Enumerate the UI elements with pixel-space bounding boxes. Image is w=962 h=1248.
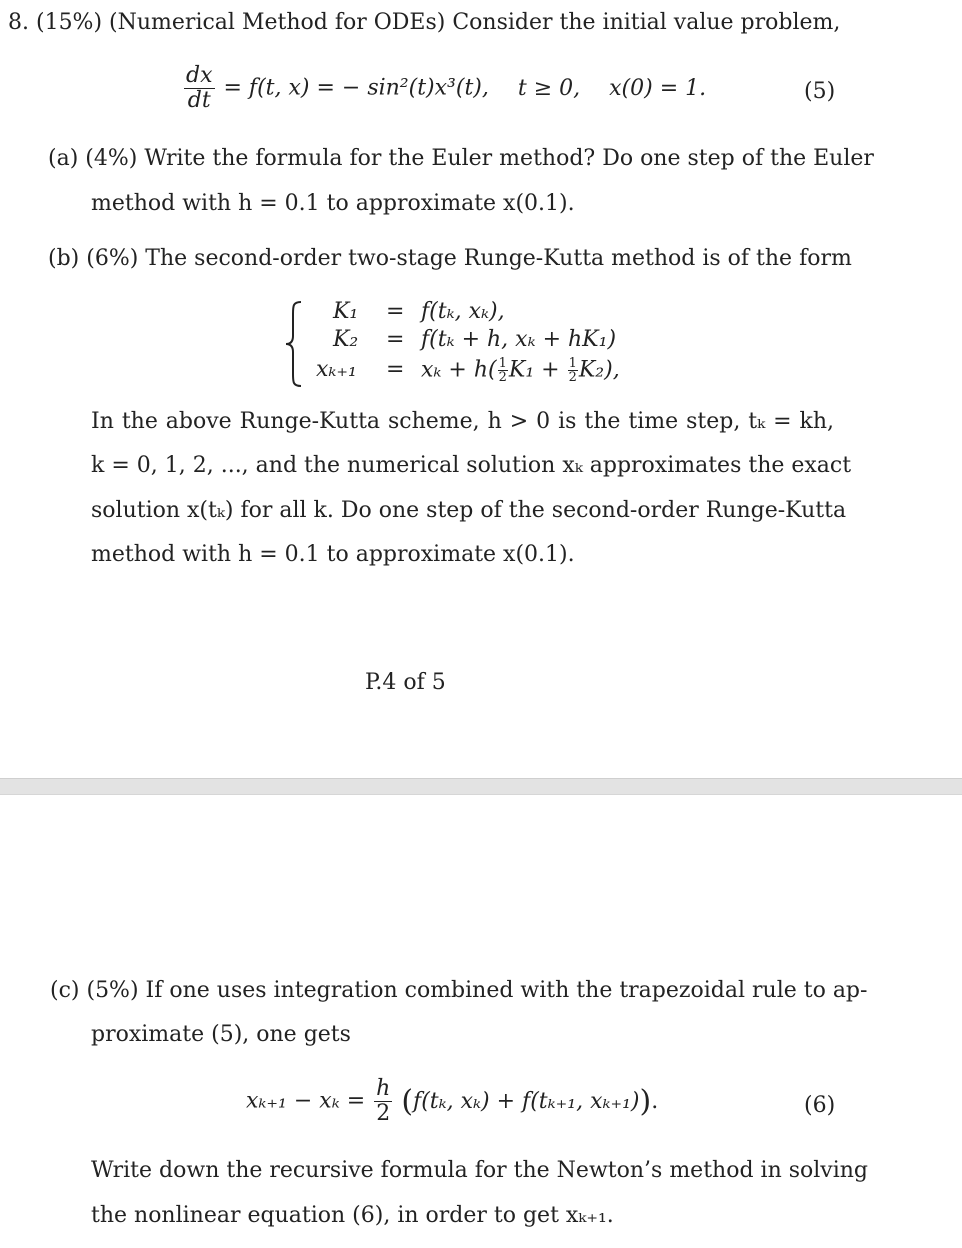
rk-k1-label: K₁: [333, 299, 359, 324]
rk-update-part-a: xₖ + h(: [421, 357, 497, 383]
document-page-5: [0, 795, 962, 1248]
part-b-para-line-2: k = 0, 1, 2, ..., and the numerical solution xₖ approximates the exact: [91, 453, 852, 478]
part-b-para-line-1: In the above Runge-Kutta scheme, h > 0 is the time step, tₖ = kh,: [91, 409, 834, 434]
equation-number-6: (6): [804, 1093, 836, 1118]
problem-header: 8. (15%) (Numerical Method for ODEs) Consider the initial value problem,: [8, 10, 841, 35]
rk-update-part-c: K₂),: [578, 357, 620, 383]
page-separator: [0, 778, 962, 795]
two: 2: [376, 1101, 391, 1126]
part-b-para-line-4: method with h = 0.1 to approximate x(0.1).: [91, 542, 575, 567]
rk-xk1-label: xₖ₊₁: [316, 357, 357, 382]
part-b-para-line-3: solution x(tₖ) for all k. Do one step of the second-order Runge-Kutta: [91, 498, 847, 523]
trapezoid-lhs: xₖ₊₁ − xₖ =: [246, 1088, 366, 1114]
rk-update-part-b: K₁ +: [508, 357, 560, 383]
trapezoid-equation: xₖ₊₁ − xₖ = $\frac{h}{2}$ (f(tₖ, xₖ) + f(tₖ₊₁, xₖ₊₁)).: [246, 1076, 659, 1126]
part-b-line-1: (b) (6%) The second-order two-stage Runge-Kutta method is of the form: [48, 246, 852, 271]
rk-k2-label: K₂: [333, 327, 359, 352]
dt: dt: [187, 88, 211, 113]
ode-rhs: = f(t, x) = − sin²(t)x³(t),: [223, 75, 489, 101]
ode-condition-t: t ≥ 0,: [517, 75, 581, 101]
part-a-line-1: (a) (4%) Write the formula for the Euler method? Do one step of the Euler: [48, 146, 874, 171]
rk-update-formula: [421, 357, 620, 384]
rk-eq-3: =: [386, 357, 405, 382]
part-c-line-4: the nonlinear equation (6), in order to get xₖ₊₁.: [91, 1203, 614, 1228]
rk-eq-2: =: [386, 327, 405, 352]
ode-initial-condition: x(0) = 1.: [609, 75, 707, 101]
ode-equation: [182, 64, 706, 113]
period: .: [651, 1088, 659, 1114]
part-a-line-2: method with h = 0.1 to approximate x(0.1).: [91, 191, 575, 216]
part-c-line-2: proximate (5), one gets: [91, 1022, 351, 1047]
rk-k1-formula: f(tₖ, xₖ),: [421, 299, 505, 324]
part-c-line-1: (c) (5%) If one uses integration combined with the trapezoidal rule to ap-: [50, 978, 868, 1003]
part-c-line-3: Write down the recursive formula for the Newton’s method in solving: [91, 1158, 869, 1183]
rk-k2-formula: f(tₖ + h, xₖ + hK₁): [421, 327, 617, 352]
h: h: [376, 1076, 391, 1101]
page-number: P.4 of 5: [365, 670, 446, 695]
half-fraction-2: $\frac{1}{2}$: [568, 356, 577, 385]
trapezoid-rhs: f(tₖ, xₖ) + f(tₖ₊₁, xₖ₊₁): [413, 1088, 640, 1114]
equation-number-5: (5): [804, 79, 836, 104]
h-over-2-fraction: [374, 1077, 392, 1126]
dx-dt-fraction: [184, 64, 215, 113]
rk-eq-1: =: [386, 299, 405, 324]
dx: dx: [186, 63, 213, 88]
half-fraction-1: $\frac{1}{2}$: [498, 356, 507, 385]
left-brace: [283, 300, 305, 388]
